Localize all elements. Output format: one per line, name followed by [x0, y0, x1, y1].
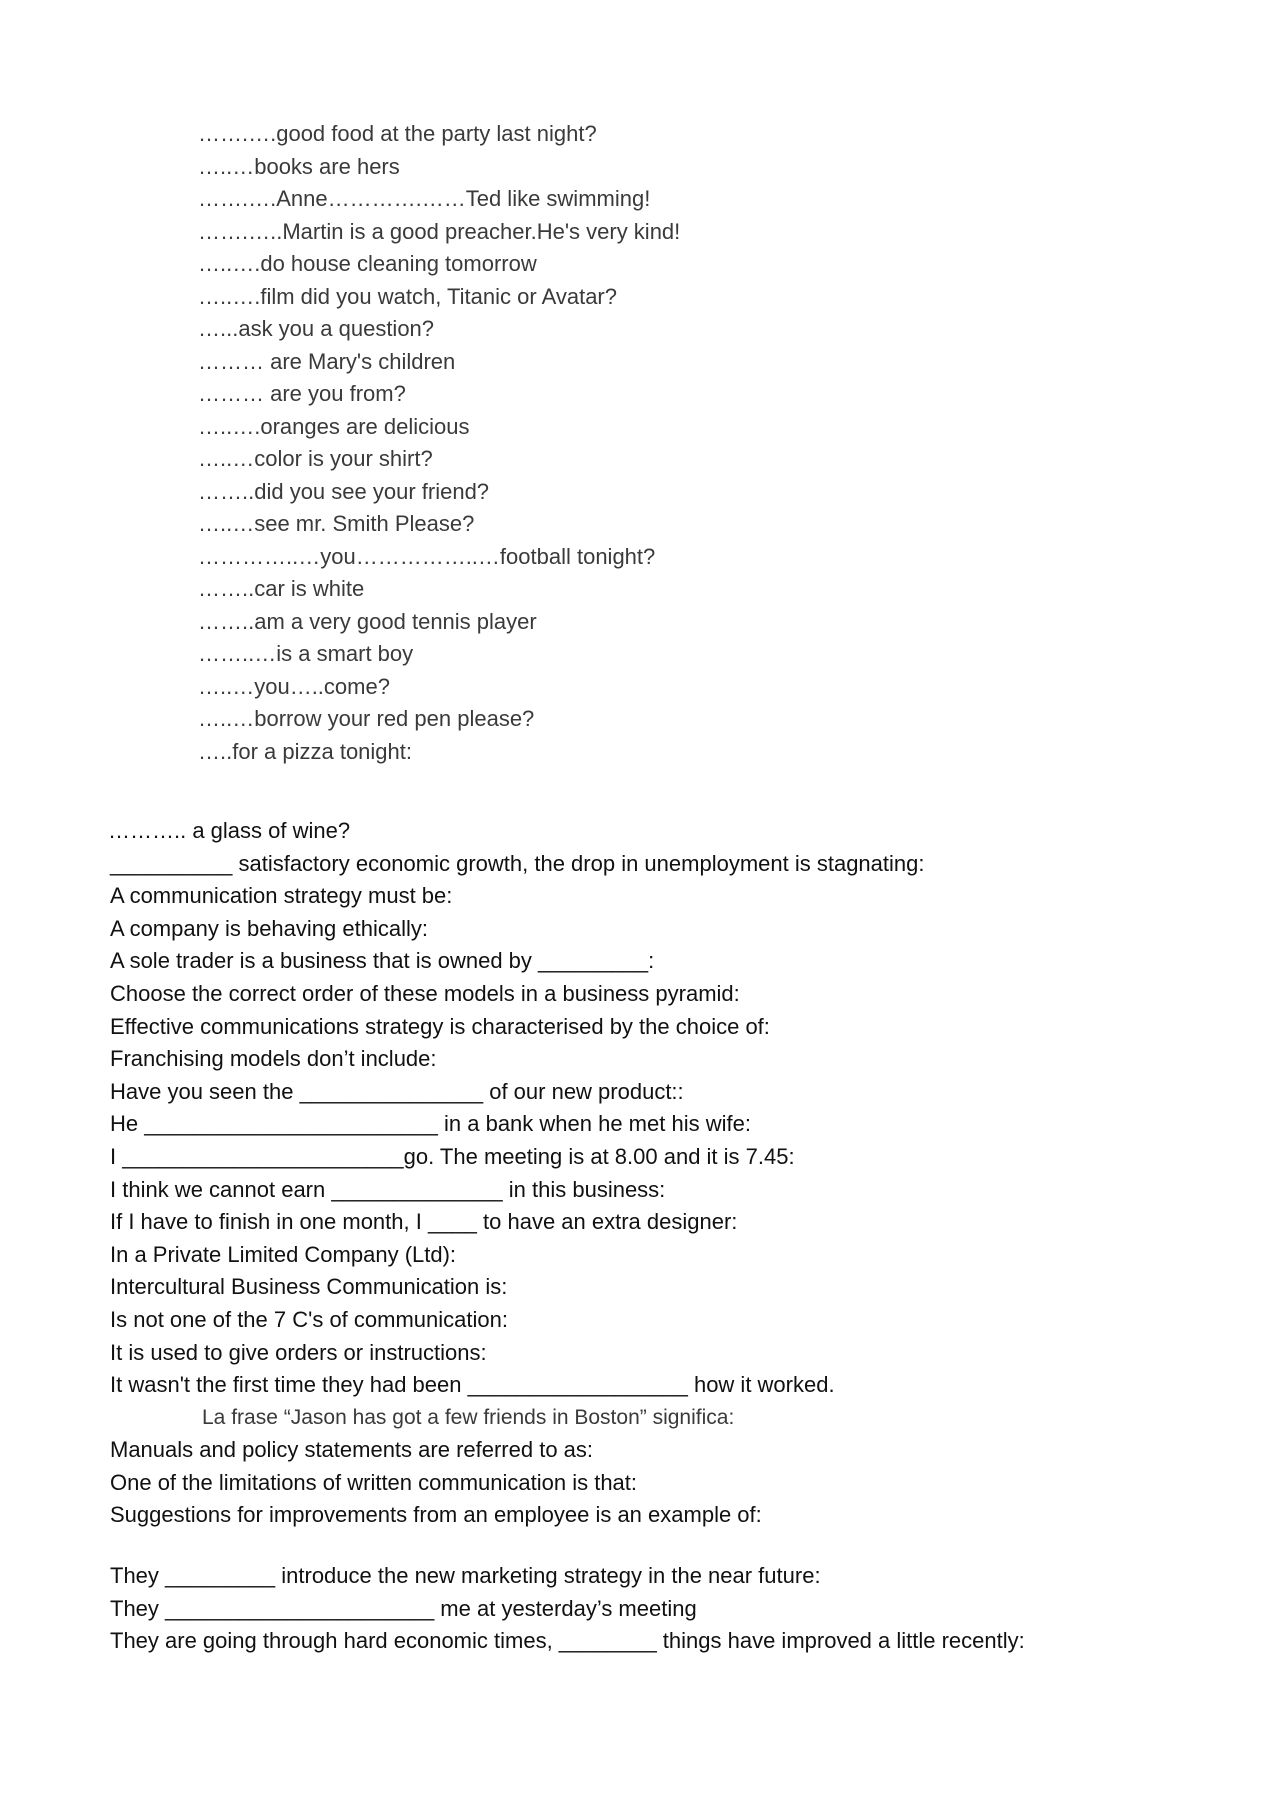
- list-item: He ________________________ in a bank when he met his wife:: [110, 1111, 751, 1137]
- list-item: They are going through hard economic times, ________ things have improved a little recently:: [110, 1628, 1025, 1654]
- list-item: ……… are Mary's children: [198, 348, 456, 374]
- list-item: ……..did you see your friend?: [198, 478, 490, 504]
- list-item: …..….do house cleaning tomorrow: [198, 251, 537, 276]
- list-item: They ______________________ me at yesterday’s meeting: [110, 1595, 697, 1621]
- list-item: I _______________________go. The meeting is at 8.00 and it is 7.45:: [110, 1143, 795, 1169]
- list-item: …..….oranges are delicious: [198, 413, 470, 439]
- list-item: ……..…is a smart boy: [198, 641, 414, 666]
- list-item: Choose the correct order of these models in a business pyramid:: [110, 980, 740, 1006]
- list-item: …...ask you a question?: [198, 316, 435, 341]
- blank-line: [110, 1532, 1025, 1560]
- list-item: …..…see mr. Smith Please?: [198, 511, 475, 536]
- list-item: Effective communications strategy is characterised by the choice of:: [110, 1013, 770, 1039]
- list-item: …..…color is your shirt?: [198, 446, 433, 471]
- list-item: __________ satisfactory economic growth, the drop in unemployment is stagnating:: [110, 850, 925, 876]
- list-item: ……… are you from?: [198, 381, 406, 406]
- list-item: They _________ introduce the new marketing strategy in the near future:: [110, 1563, 821, 1589]
- list-item: If I have to finish in one month, I ____ to have an extra designer:: [110, 1209, 738, 1235]
- list-item: I think we cannot earn ______________ in this business:: [110, 1176, 666, 1202]
- list-item: La frase “Jason has got a few friends in Boston” significa:: [202, 1405, 735, 1429]
- list-item: A communication strategy must be:: [110, 883, 453, 909]
- list-item: …..…you…..come?: [198, 673, 390, 699]
- list-item: …….….Anne………….……Ted like swimming!: [198, 186, 651, 211]
- indented-exercise-list: [198, 118, 680, 768]
- list-item: …..…books are hers: [198, 153, 400, 179]
- list-item: One of the limitations of written communication is that:: [110, 1469, 638, 1495]
- list-item: Intercultural Business Communication is:: [110, 1274, 508, 1300]
- list-item: …………..…you……………..…football tonight?: [198, 543, 656, 569]
- list-item: Is not one of the 7 C's of communication:: [110, 1306, 508, 1332]
- list-item: A sole trader is a business that is owned by _________:: [110, 948, 655, 974]
- list-item: ……..car is white: [198, 576, 365, 601]
- list-item: …….….good food at the party last night?: [198, 121, 597, 146]
- list-item: …..…borrow your red pen please?: [198, 706, 535, 731]
- list-item: Manuals and policy statements are referred to as:: [110, 1437, 594, 1463]
- list-item: ……….. a glass of wine?: [108, 818, 351, 843]
- list-item: Suggestions for improvements from an employee is an example of:: [110, 1502, 762, 1528]
- list-item: In a Private Limited Company (Ltd):: [110, 1241, 457, 1267]
- list-item: It is used to give orders or instructions:: [110, 1339, 487, 1365]
- list-item: …..for a pizza tonight:: [198, 738, 412, 764]
- list-item: A company is behaving ethically:: [110, 915, 428, 941]
- main-question-list: [110, 815, 1025, 1658]
- list-item: It wasn't the first time they had been __________________ how it worked.: [110, 1372, 835, 1398]
- list-item: Franchising models don’t include:: [110, 1046, 437, 1072]
- list-item: Have you seen the _______________ of our new product::: [110, 1078, 684, 1104]
- list-item: …..….film did you watch, Titanic or Avatar?: [198, 283, 617, 309]
- list-item: …….…..Martin is a good preacher.He's very kind!: [198, 218, 681, 244]
- list-item: ……..am a very good tennis player: [198, 608, 537, 634]
